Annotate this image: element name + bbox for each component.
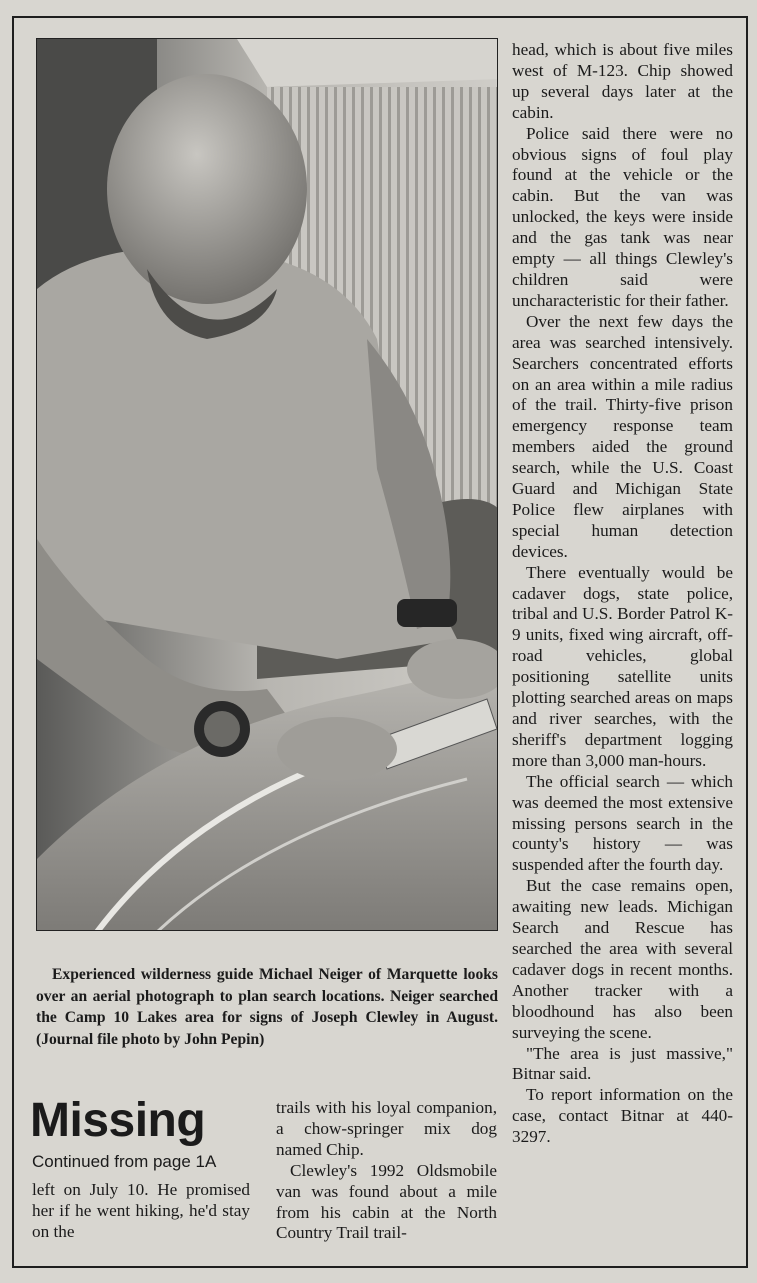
column-middle bbox=[276, 1098, 497, 1244]
paragraph: Police said there were no obvious signs of foul play found at the vehicle or the cabin. But the van was unlocked, the keys were inside and the gas tank was near empty — all things Clewley's children said were uncharacteristic for their father. bbox=[512, 123, 733, 310]
paragraph: The official search — which was deemed the most extensive missing persons search in the county's history — was suspended after the fourth day. bbox=[512, 771, 733, 875]
paragraph: trails with his loyal companion, a chow-springer mix dog named Chip. bbox=[276, 1098, 497, 1159]
column-right bbox=[512, 40, 733, 1148]
paragraph: head, which is about five miles west of M-123. Chip showed up several days later at the cabin. bbox=[512, 40, 733, 122]
paragraph: "The area is just massive," Bitnar said. bbox=[512, 1043, 733, 1084]
photo-caption: Experienced wilderness guide Michael Neiger of Marquette looks over an aerial photograph to plan search locations. Neiger searched the Camp 10 Lakes area for signs of Joseph Clewley in August. (Journal file photo by John Pepin) bbox=[36, 966, 498, 1048]
paragraph: left on July 10. He promised her if he went hiking, he'd stay on the bbox=[32, 1180, 250, 1241]
jump-line: Continued from page 1A bbox=[32, 1152, 217, 1171]
paragraph: To report information on the case, contact Bitnar at 440-3297. bbox=[512, 1085, 733, 1147]
photo-illustration bbox=[37, 39, 498, 931]
paragraph: There eventually would be cadaver dogs, state police, tribal and U.S. Border Patrol K-9 units, fixed wing aircraft, off-road vehicles, global positioning satellite units plotting searched areas on maps and river searches, with the sheriff's department logging more than 3,000 man-hours. bbox=[512, 562, 733, 770]
news-photo bbox=[36, 38, 498, 931]
headline: Missing bbox=[30, 1094, 206, 1147]
column-left bbox=[32, 1180, 250, 1243]
paragraph: Over the next few days the area was searched intensively. Searchers concentrated efforts on an area within a mile radius of the trail. Thirty-five prison emergency response team members aided the ground search, while the U.S. Coast Guard and Michigan State Police flew airplanes with special human detection devices. bbox=[512, 311, 733, 561]
paragraph: But the case remains open, awaiting new leads. Michigan Search and Rescue has searched the area with several cadaver dogs in recent months. Another tracker with a bloodhound has also been surveying the scene. bbox=[512, 876, 733, 1042]
paragraph: Clewley's 1992 Oldsmobile van was found about a mile from his cabin at the North Country Trail trail- bbox=[276, 1160, 497, 1243]
